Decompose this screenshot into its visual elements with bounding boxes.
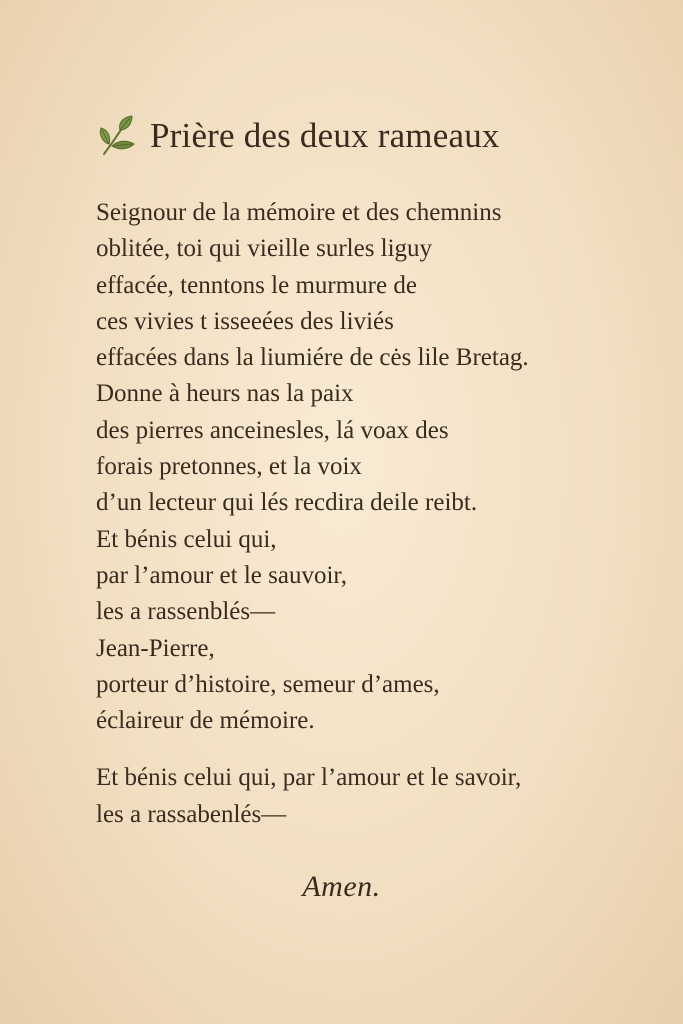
- verse-line: Et bénis celui qui,: [96, 525, 277, 553]
- title-row: [96, 112, 500, 160]
- verse-line: éclaireur de mémoire.: [96, 707, 315, 735]
- verse-line: Seignour de la mémoire et des chemnins: [96, 199, 502, 226]
- verse-line: oblitée, toi qui vieille surles liguy: [96, 235, 433, 263]
- verse-line: effacée, tenntons le murmure de: [96, 271, 417, 299]
- closing-verse: [96, 760, 656, 833]
- verse-line: Jean-Pierre,: [96, 634, 215, 662]
- verse-line: porteur d’histoire, semeur d’ames,: [96, 670, 440, 698]
- verse-line: les a rassenblés—: [96, 598, 276, 626]
- verse-line: forais pretonnes, et la voix: [96, 453, 362, 481]
- verse-line: des pierres anceinesles, lá voax des: [96, 416, 449, 444]
- verse-line: Donne à heurs nas la paix: [96, 380, 354, 408]
- closing-line: les a rassabenlés—: [96, 800, 287, 828]
- verse-line: d’un lecteur qui lés recdira deile reibt.: [96, 489, 478, 517]
- page-title: Prière des deux rameaux: [150, 116, 500, 155]
- verse-line: par l’amour et le sauvoir,: [96, 561, 347, 589]
- verse-line: effacées dans la liumiére de cės lile Bretag.: [96, 344, 529, 372]
- amen-text: Amen.: [302, 870, 381, 903]
- prayer-verse: [96, 195, 656, 739]
- closing-line: Et bénis celui qui, par l’amour et le savoir,: [96, 764, 522, 791]
- verse-line: ces vivies t isseeées des liviés: [96, 307, 394, 335]
- leaf-sprig-icon: [96, 114, 138, 158]
